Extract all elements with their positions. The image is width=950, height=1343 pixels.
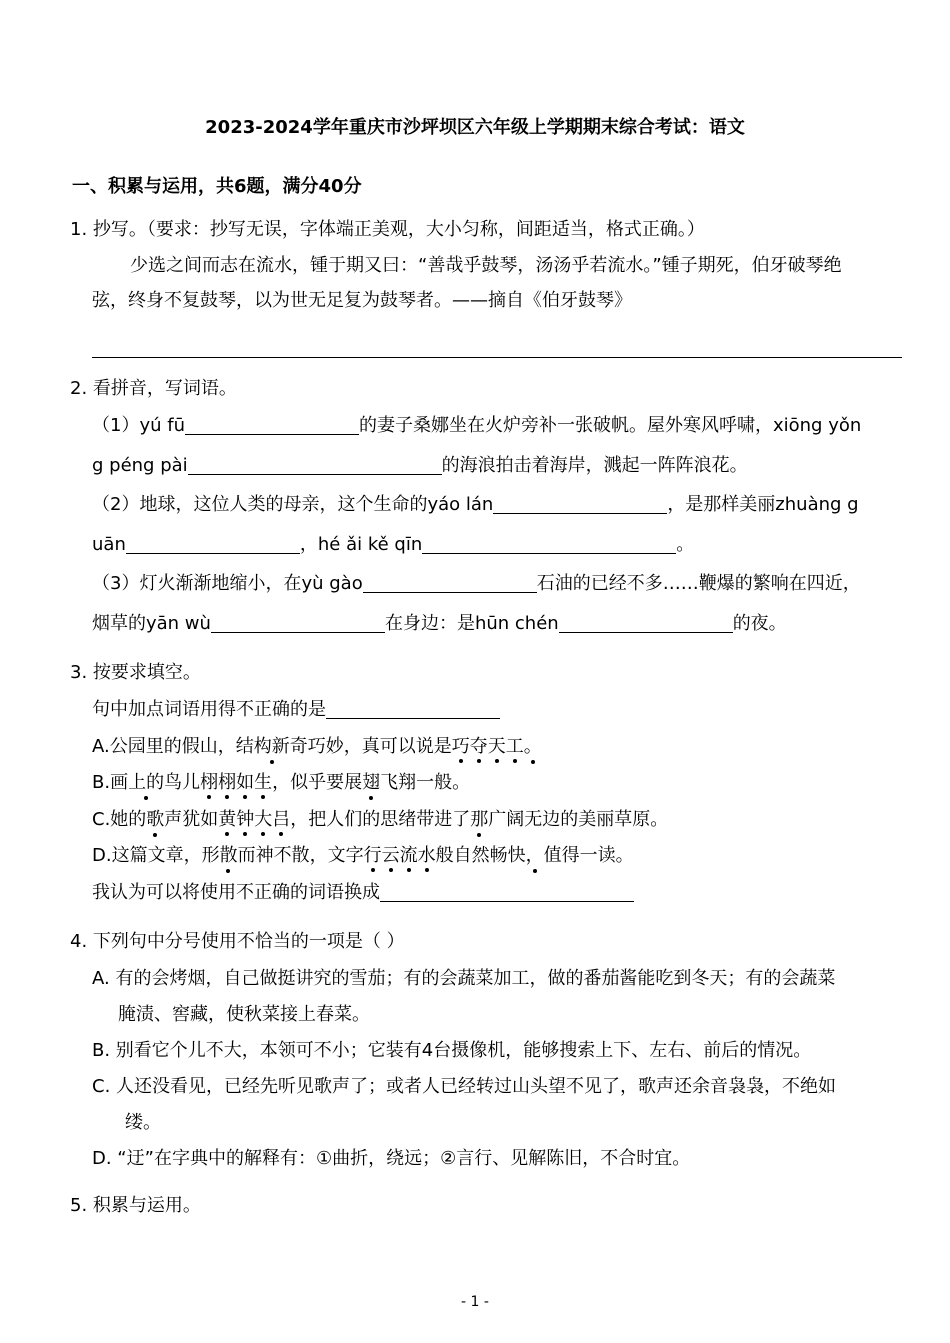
q2-line-1 xyxy=(92,416,861,435)
option-text: D.这篇文章，形散而神不散，文字 xyxy=(92,845,364,866)
q4-option-a-line2: 腌渍、窖藏，使秋菜接上春菜。 xyxy=(118,1004,370,1025)
sentence-text: 的夜。 xyxy=(732,613,787,634)
question-5-prompt: 5. 积累与运用。 xyxy=(70,1195,201,1216)
dotted-char: 黄 xyxy=(218,809,237,830)
question-4-prompt: 4. 下列句中分号使用不恰当的一项是（ ） xyxy=(70,931,405,952)
q3-option-c xyxy=(92,811,668,829)
answer-blank[interactable] xyxy=(422,535,676,554)
q3-option-d xyxy=(92,847,634,865)
dotted-char: 栩 xyxy=(218,772,237,793)
q2-line-6 xyxy=(92,614,787,633)
answer-blank[interactable] xyxy=(363,574,537,593)
dotted-char: 栩 xyxy=(200,772,219,793)
dotted-char: 夺 xyxy=(469,736,488,757)
sentence-text: 句中加点词语用得不正确的是 xyxy=(92,699,326,720)
dotted-char: 钟 xyxy=(236,809,255,830)
q3-replace-prompt xyxy=(92,883,634,902)
sentence-text: 石油的已经不多……鞭爆的繁响在四近， xyxy=(536,573,861,594)
q4-option-a-line1: A. 有的会烤烟，自己做挺讲究的雪茄；有的会蔬菜加工，做的番茄酱能吃到冬天；有的会蔬菜 xyxy=(92,968,836,989)
dotted-char: 云 xyxy=(381,845,400,866)
dotted-char: 巧 xyxy=(451,736,470,757)
q2-line-2 xyxy=(92,456,748,475)
sentence-text: 烟草的yān wù xyxy=(92,613,211,634)
sentence-text: ，是那样美丽zhuàng g xyxy=(667,494,859,515)
pinyin-text: ，hé ǎi kě qīn xyxy=(299,534,423,555)
sentence-text: 。 xyxy=(676,534,695,555)
question-1-prompt: 1. 抄写。（要求：抄写无误，字体端正美观，大小匀称，间距适当，格式正确。） xyxy=(70,219,705,240)
answer-blank[interactable] xyxy=(211,614,385,633)
dotted-char: 吕 xyxy=(272,809,291,830)
q2-line-3 xyxy=(92,495,859,514)
question-2-prompt: 2. 看拼音，写词语。 xyxy=(70,378,237,399)
question-1-passage-line1: 少选之间而志在流水，锺于期又曰：“善哉乎鼓琴，汤汤乎若流水。”锺子期死，伯牙破琴绝 xyxy=(130,255,842,276)
q3-sub-prompt xyxy=(92,700,500,719)
dotted-char: 水 xyxy=(417,845,436,866)
answer-blank[interactable] xyxy=(326,700,500,719)
q3-option-a xyxy=(92,738,542,756)
q4-option-b: B. 别看它个儿不大，本领可不小；它装有4台摄像机，能够搜索上下、左右、前后的情况。 xyxy=(92,1040,812,1061)
sentence-text: 我认为可以将使用不正确的词语换成 xyxy=(92,882,380,903)
question-1-passage-line2: 弦，终身不复鼓琴，以为世无足复为鼓琴者。——摘自《伯牙鼓琴》 xyxy=(92,290,632,311)
dotted-char: 工 xyxy=(505,736,524,757)
sentence-text: 的妻子桑娜坐在火炉旁补一张破帆。屋外寒风呼啸，xiōng yǒn xyxy=(358,415,862,436)
option-text: A.公园里的假山，结构新奇巧妙，真可以说是 xyxy=(92,736,452,757)
page-number: - 1 - xyxy=(461,1294,489,1310)
dotted-char: 天 xyxy=(487,736,506,757)
q2-line-4 xyxy=(92,535,694,554)
sentence-text: 在身边：是hūn chén xyxy=(384,613,559,634)
answer-blank[interactable] xyxy=(188,456,442,475)
answer-blank[interactable] xyxy=(126,535,300,554)
option-text: ，似乎要展翅飞翔一般。 xyxy=(272,772,471,793)
answer-blank[interactable] xyxy=(493,495,667,514)
sentence-text: 的海浪拍击着海岸，溅起一阵阵浪花。 xyxy=(441,455,748,476)
answer-blank[interactable] xyxy=(559,614,733,633)
option-text: ，把人们的思绪带进了那广阔无边的美丽草原。 xyxy=(290,809,669,830)
pinyin-text: uān xyxy=(92,534,126,555)
option-text: 。 xyxy=(523,736,542,757)
option-text: C.她的歌声犹如 xyxy=(92,809,219,830)
q2-line-5 xyxy=(92,574,861,593)
dotted-char: 如 xyxy=(236,772,255,793)
q4-option-c-line1: C. 人还没看见，已经先听见歌声了；或者人已经转过山头望不见了，歌声还余音袅袅，不绝如 xyxy=(92,1076,837,1097)
answer-blank[interactable] xyxy=(380,883,634,902)
copy-answer-line[interactable] xyxy=(92,357,902,358)
sentence-text: （2）地球，这位人类的母亲，这个生命的yáo lán xyxy=(92,494,494,515)
pinyin-text: （1）yú fū xyxy=(92,415,185,436)
dotted-char: 大 xyxy=(254,809,273,830)
question-3-prompt: 3. 按要求填空。 xyxy=(70,662,201,683)
pinyin-text: g péng pài xyxy=(92,455,188,476)
section-heading: 一、积累与运用，共6题，满分40分 xyxy=(72,176,362,197)
q4-option-d: D. “迂”在字典中的解释有：①曲折，绕远；②言行、见解陈旧，不合时宜。 xyxy=(92,1148,691,1169)
option-text: B.画上的鸟儿 xyxy=(92,772,201,793)
dotted-char: 流 xyxy=(399,845,418,866)
q3-option-b xyxy=(92,774,470,792)
page-title: 2023-2024学年重庆市沙坪坝区六年级上学期期末综合考试：语文 xyxy=(205,117,745,138)
sentence-text: （3）灯火渐渐地缩小，在yù gào xyxy=(92,573,363,594)
dotted-char: 行 xyxy=(363,845,382,866)
dotted-char: 生 xyxy=(254,772,273,793)
answer-blank[interactable] xyxy=(185,416,359,435)
option-text: 般自然畅快，值得一读。 xyxy=(435,845,634,866)
q4-option-c-line2: 缕。 xyxy=(125,1112,161,1133)
